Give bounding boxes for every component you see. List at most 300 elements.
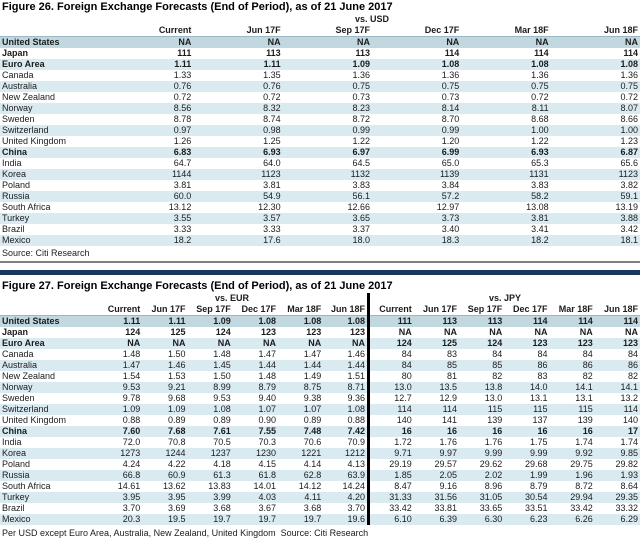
value-cell: 13.0 [369, 382, 414, 393]
value-cell: 1144 [104, 169, 193, 180]
value-cell: 64.7 [104, 158, 193, 169]
value-cell: 4.03 [233, 492, 278, 503]
value-cell: 7.68 [142, 426, 187, 437]
country-cell: South Africa [0, 202, 104, 213]
value-cell: 85 [459, 360, 504, 371]
value-cell: NA [595, 327, 640, 338]
column-header: Jun 18F [595, 304, 640, 316]
country-cell: Turkey [0, 213, 104, 224]
value-cell: 1.36 [372, 70, 461, 81]
value-cell: 1.08 [233, 316, 278, 328]
table-row [0, 503, 640, 514]
value-cell: 3.83 [461, 180, 550, 191]
value-cell: 13.12 [104, 202, 193, 213]
value-cell: 1.35 [193, 70, 282, 81]
value-cell: 7.60 [97, 426, 142, 437]
table-row [0, 470, 640, 481]
value-cell: 9.53 [188, 393, 233, 404]
country-cell: Sweden [0, 393, 97, 404]
value-cell: 29.57 [414, 459, 459, 470]
value-cell: 139 [459, 415, 504, 426]
value-cell: 1.44 [278, 360, 323, 371]
value-cell: 1123 [551, 169, 640, 180]
value-cell: 18.2 [104, 235, 193, 246]
value-cell: 60.9 [142, 470, 187, 481]
value-cell: 1.76 [459, 437, 504, 448]
value-cell: NA [233, 338, 278, 349]
value-cell: 84 [369, 360, 414, 371]
table-row [0, 235, 640, 246]
value-cell: 111 [369, 316, 414, 328]
value-cell: 33.65 [459, 503, 504, 514]
value-cell: 1.93 [595, 470, 640, 481]
column-header: Jun 18F [551, 25, 640, 37]
value-cell: 0.72 [551, 92, 640, 103]
value-cell: 1237 [188, 448, 233, 459]
table-row [0, 382, 640, 393]
value-cell: 1.00 [551, 125, 640, 136]
corner-cell [0, 293, 97, 304]
value-cell: 80 [369, 371, 414, 382]
value-cell: 124 [188, 327, 233, 338]
value-cell: 1.09 [142, 404, 187, 415]
value-cell: 19.7 [233, 514, 278, 525]
country-cell: Turkey [0, 492, 97, 503]
value-cell: 14.24 [323, 481, 368, 492]
value-cell: 33.51 [504, 503, 549, 514]
value-cell: 111 [104, 48, 193, 59]
table-row [0, 136, 640, 147]
value-cell: 13.0 [459, 393, 504, 404]
value-cell: 115 [550, 404, 595, 415]
value-cell: 70.5 [188, 437, 233, 448]
table-footnote: Per USD except Euro Area, Australia, New Zealand, United Kingdom Source: Citi Research [0, 525, 640, 541]
value-cell: 33.42 [550, 503, 595, 514]
table-row [0, 492, 640, 503]
value-cell: 123 [233, 327, 278, 338]
value-cell: 31.33 [369, 492, 414, 503]
country-cell: Brazil [0, 224, 104, 235]
column-header: Jun 17F [193, 25, 282, 37]
column-header: Current [104, 25, 193, 37]
value-cell: 58.2 [461, 191, 550, 202]
value-cell: 3.70 [323, 503, 368, 514]
value-cell: 8.78 [104, 114, 193, 125]
country-cell: United States [0, 37, 104, 49]
value-cell: 3.95 [142, 492, 187, 503]
corner-cell [0, 304, 97, 316]
value-cell: 65.3 [461, 158, 550, 169]
value-cell: 13.2 [595, 393, 640, 404]
country-cell: Canada [0, 70, 104, 81]
value-cell: 1.09 [283, 59, 372, 70]
country-cell: Australia [0, 360, 97, 371]
value-cell: 3.99 [188, 492, 233, 503]
value-cell: 0.73 [372, 92, 461, 103]
column-header: Sep 17F [188, 304, 233, 316]
value-cell: 16 [369, 426, 414, 437]
value-cell: 13.62 [142, 481, 187, 492]
value-cell: 4.13 [323, 459, 368, 470]
value-cell: 141 [414, 415, 459, 426]
value-cell: 6.83 [104, 147, 193, 158]
value-cell: 3.67 [233, 503, 278, 514]
value-cell: 1.08 [323, 404, 368, 415]
value-cell: 8.47 [369, 481, 414, 492]
value-cell: 3.70 [97, 503, 142, 514]
value-cell: 6.10 [369, 514, 414, 525]
table-row [0, 459, 640, 470]
column-header: Current [97, 304, 142, 316]
value-cell: 1.74 [595, 437, 640, 448]
value-cell: 9.53 [97, 382, 142, 393]
value-cell: 63.9 [323, 470, 368, 481]
value-cell: 1230 [233, 448, 278, 459]
group-header-row [0, 293, 640, 304]
source-note: Source: Citi Research [0, 246, 640, 263]
value-cell: 8.99 [188, 382, 233, 393]
value-cell: 29.75 [550, 459, 595, 470]
value-cell: 14.01 [233, 481, 278, 492]
value-cell: 123 [550, 338, 595, 349]
value-cell: 1.85 [369, 470, 414, 481]
value-cell: 9.71 [369, 448, 414, 459]
value-cell: NA [323, 338, 368, 349]
value-cell: 12.97 [372, 202, 461, 213]
value-cell: 3.84 [372, 180, 461, 191]
value-cell: 3.33 [104, 224, 193, 235]
value-cell: 0.76 [193, 81, 282, 92]
value-cell: 8.11 [461, 103, 550, 114]
table-row [0, 48, 640, 59]
column-header: Dec 17F [233, 304, 278, 316]
value-cell: 6.29 [595, 514, 640, 525]
value-cell: 3.41 [461, 224, 550, 235]
figure-27-section [0, 279, 640, 541]
value-cell: 65.0 [372, 158, 461, 169]
value-cell: 18.0 [283, 235, 372, 246]
table-row [0, 103, 640, 114]
value-cell: 1.46 [142, 360, 187, 371]
value-cell: 19.7 [188, 514, 233, 525]
value-cell: 1.47 [97, 360, 142, 371]
value-cell: 1.44 [323, 360, 368, 371]
value-cell: 1.07 [233, 404, 278, 415]
value-cell: 70.9 [323, 437, 368, 448]
value-cell: 1.11 [142, 316, 187, 328]
group-header-row [0, 14, 640, 25]
value-cell: 61.3 [188, 470, 233, 481]
value-cell: NA [97, 338, 142, 349]
table-row [0, 371, 640, 382]
value-cell: 12.7 [369, 393, 414, 404]
value-cell: NA [188, 338, 233, 349]
value-cell: 1.00 [461, 125, 550, 136]
country-cell: Switzerland [0, 404, 97, 415]
value-cell: 6.30 [459, 514, 504, 525]
value-cell: 1132 [283, 169, 372, 180]
value-cell: 1.08 [461, 59, 550, 70]
value-cell: 1.08 [188, 404, 233, 415]
value-cell: 84 [504, 349, 549, 360]
table-row [0, 213, 640, 224]
vs-usd-group-label: vs. USD [104, 14, 640, 25]
value-cell: 123 [595, 338, 640, 349]
value-cell: 3.88 [551, 213, 640, 224]
value-cell: 1.50 [188, 371, 233, 382]
value-cell: 13.83 [188, 481, 233, 492]
value-cell: 13.1 [550, 393, 595, 404]
table-row [0, 147, 640, 158]
value-cell: 137 [504, 415, 549, 426]
country-cell: South Africa [0, 481, 97, 492]
value-cell: 123 [278, 327, 323, 338]
value-cell: 1.44 [233, 360, 278, 371]
value-cell: 8.72 [283, 114, 372, 125]
value-cell: 70.8 [142, 437, 187, 448]
value-cell: 114 [550, 316, 595, 328]
value-cell: 84 [550, 349, 595, 360]
value-cell: 9.36 [323, 393, 368, 404]
value-cell: 84 [459, 349, 504, 360]
value-cell: 86 [595, 360, 640, 371]
value-cell: 0.72 [193, 92, 282, 103]
vs-eur-group-label: vs. EUR [97, 293, 369, 304]
value-cell: 1244 [142, 448, 187, 459]
country-cell: Korea [0, 448, 97, 459]
value-cell: 0.98 [193, 125, 282, 136]
value-cell: 1.11 [104, 59, 193, 70]
country-cell: United Kingdom [0, 136, 104, 147]
value-cell: 82 [550, 371, 595, 382]
value-cell: 29.62 [459, 459, 504, 470]
value-cell: 113 [283, 48, 372, 59]
country-cell: Canada [0, 349, 97, 360]
value-cell: 29.82 [595, 459, 640, 470]
table-row [0, 514, 640, 525]
value-cell: NA [283, 37, 372, 49]
value-cell: 139 [550, 415, 595, 426]
value-cell: 1.22 [461, 136, 550, 147]
table-row [0, 338, 640, 349]
corner-cell [0, 14, 104, 25]
table-row [0, 125, 640, 136]
country-cell: Russia [0, 191, 104, 202]
value-cell: 70.6 [278, 437, 323, 448]
value-cell: 8.71 [323, 382, 368, 393]
value-cell: 6.93 [193, 147, 282, 158]
fx-usd-table-body [0, 37, 640, 247]
value-cell: 1.11 [193, 59, 282, 70]
table-row [0, 59, 640, 70]
value-cell: 1.48 [188, 349, 233, 360]
value-cell: 9.21 [142, 382, 187, 393]
value-cell: 9.92 [550, 448, 595, 459]
value-cell: 30.54 [504, 492, 549, 503]
value-cell: 9.78 [97, 393, 142, 404]
value-cell: 1.72 [369, 437, 414, 448]
value-cell: 114 [372, 48, 461, 59]
value-cell: 0.88 [323, 415, 368, 426]
value-cell: 1.75 [504, 437, 549, 448]
country-cell: Poland [0, 459, 97, 470]
value-cell: 86 [550, 360, 595, 371]
value-cell: 29.94 [550, 492, 595, 503]
table-row [0, 393, 640, 404]
value-cell: 114 [369, 404, 414, 415]
value-cell: 13.5 [414, 382, 459, 393]
value-cell: 12.66 [283, 202, 372, 213]
value-cell: 54.9 [193, 191, 282, 202]
column-header: Mar 18F [461, 25, 550, 37]
value-cell: 8.23 [283, 103, 372, 114]
value-cell: 140 [595, 415, 640, 426]
value-cell: 84 [595, 349, 640, 360]
value-cell: 3.81 [193, 180, 282, 191]
value-cell: 114 [595, 404, 640, 415]
value-cell: 7.55 [233, 426, 278, 437]
value-cell: 31.05 [459, 492, 504, 503]
value-cell: 81 [414, 371, 459, 382]
value-cell: 7.48 [278, 426, 323, 437]
value-cell: 1.99 [504, 470, 549, 481]
value-cell: 66.8 [97, 470, 142, 481]
value-cell: 59.1 [551, 191, 640, 202]
value-cell: 9.85 [595, 448, 640, 459]
value-cell: 4.24 [97, 459, 142, 470]
country-cell: China [0, 426, 97, 437]
value-cell: 113 [414, 316, 459, 328]
value-cell: 1.20 [372, 136, 461, 147]
country-cell: United States [0, 316, 97, 328]
value-cell: 14.12 [278, 481, 323, 492]
value-cell: 0.89 [278, 415, 323, 426]
country-cell: New Zealand [0, 92, 104, 103]
column-header: Mar 18F [550, 304, 595, 316]
value-cell: 0.99 [372, 125, 461, 136]
country-cell: China [0, 147, 104, 158]
value-cell: 1.36 [283, 70, 372, 81]
value-cell: 9.99 [504, 448, 549, 459]
value-cell: 19.5 [142, 514, 187, 525]
value-cell: 1.45 [188, 360, 233, 371]
value-cell: 6.23 [504, 514, 549, 525]
value-cell: 64.0 [193, 158, 282, 169]
value-cell: 124 [369, 338, 414, 349]
value-cell: 16 [550, 426, 595, 437]
value-cell: 2.05 [414, 470, 459, 481]
value-cell: 8.74 [193, 114, 282, 125]
value-cell: 6.93 [461, 147, 550, 158]
figure-26-title: Figure 26. Foreign Exchange Forecasts (End of Period), as of 21 June 2017 [0, 0, 640, 14]
value-cell: 1.36 [461, 70, 550, 81]
value-cell: 1.26 [104, 136, 193, 147]
value-cell: 113 [193, 48, 282, 59]
country-cell: New Zealand [0, 371, 97, 382]
value-cell: NA [504, 327, 549, 338]
value-cell: 6.97 [283, 147, 372, 158]
value-cell: 29.35 [595, 492, 640, 503]
table-row [0, 349, 640, 360]
table-row [0, 180, 640, 191]
corner-cell [0, 25, 104, 37]
value-cell: 6.87 [551, 147, 640, 158]
value-cell: 13.1 [504, 393, 549, 404]
table-row [0, 70, 640, 81]
table-row [0, 114, 640, 125]
value-cell: 0.75 [372, 81, 461, 92]
column-header: Sep 17F [459, 304, 504, 316]
value-cell: 1131 [461, 169, 550, 180]
value-cell: 0.89 [188, 415, 233, 426]
value-cell: 0.72 [104, 92, 193, 103]
value-cell: 8.56 [104, 103, 193, 114]
value-cell: 1.22 [283, 136, 372, 147]
value-cell: 19.6 [323, 514, 368, 525]
country-cell: Australia [0, 81, 104, 92]
value-cell: 9.99 [459, 448, 504, 459]
value-cell: 8.68 [461, 114, 550, 125]
country-cell: Switzerland [0, 125, 104, 136]
value-cell: 3.40 [372, 224, 461, 235]
value-cell: 1123 [193, 169, 282, 180]
value-cell: 83 [414, 349, 459, 360]
value-cell: 82 [459, 371, 504, 382]
value-cell: 61.8 [233, 470, 278, 481]
value-cell: 1.23 [551, 136, 640, 147]
column-header: Jun 17F [414, 304, 459, 316]
figure-27-title: Figure 27. Foreign Exchange Forecasts (End of Period), as of 21 June 2017 [0, 279, 640, 293]
value-cell: 17.6 [193, 235, 282, 246]
table-row [0, 158, 640, 169]
value-cell: 9.68 [142, 393, 187, 404]
value-cell: 13.08 [461, 202, 550, 213]
table-row [0, 426, 640, 437]
value-cell: 1.76 [414, 437, 459, 448]
value-cell: 1.08 [323, 316, 368, 328]
value-cell: 3.42 [551, 224, 640, 235]
value-cell: 3.81 [104, 180, 193, 191]
value-cell: 18.2 [461, 235, 550, 246]
value-cell: 33.42 [369, 503, 414, 514]
value-cell: 8.79 [233, 382, 278, 393]
value-cell: 18.1 [551, 235, 640, 246]
value-cell: 14.0 [504, 382, 549, 393]
value-cell: 1.25 [193, 136, 282, 147]
value-cell: 1.50 [142, 349, 187, 360]
country-cell: Mexico [0, 514, 97, 525]
value-cell: 85 [414, 360, 459, 371]
column-header: Mar 18F [278, 304, 323, 316]
value-cell: NA [551, 37, 640, 49]
table-row [0, 437, 640, 448]
country-cell: Euro Area [0, 59, 104, 70]
fx-forecasts-vs-eur-jpy-table [0, 293, 640, 525]
value-cell: 114 [551, 48, 640, 59]
value-cell: 1.33 [104, 70, 193, 81]
value-cell: 3.69 [142, 503, 187, 514]
value-cell: 33.32 [595, 503, 640, 514]
value-cell: 123 [323, 327, 368, 338]
value-cell: 29.68 [504, 459, 549, 470]
value-cell: 1.48 [233, 371, 278, 382]
value-cell: NA [104, 37, 193, 49]
value-cell: 70.3 [233, 437, 278, 448]
table-row [0, 415, 640, 426]
value-cell: 3.83 [283, 180, 372, 191]
value-cell: 57.2 [372, 191, 461, 202]
column-header: Jun 17F [142, 304, 187, 316]
